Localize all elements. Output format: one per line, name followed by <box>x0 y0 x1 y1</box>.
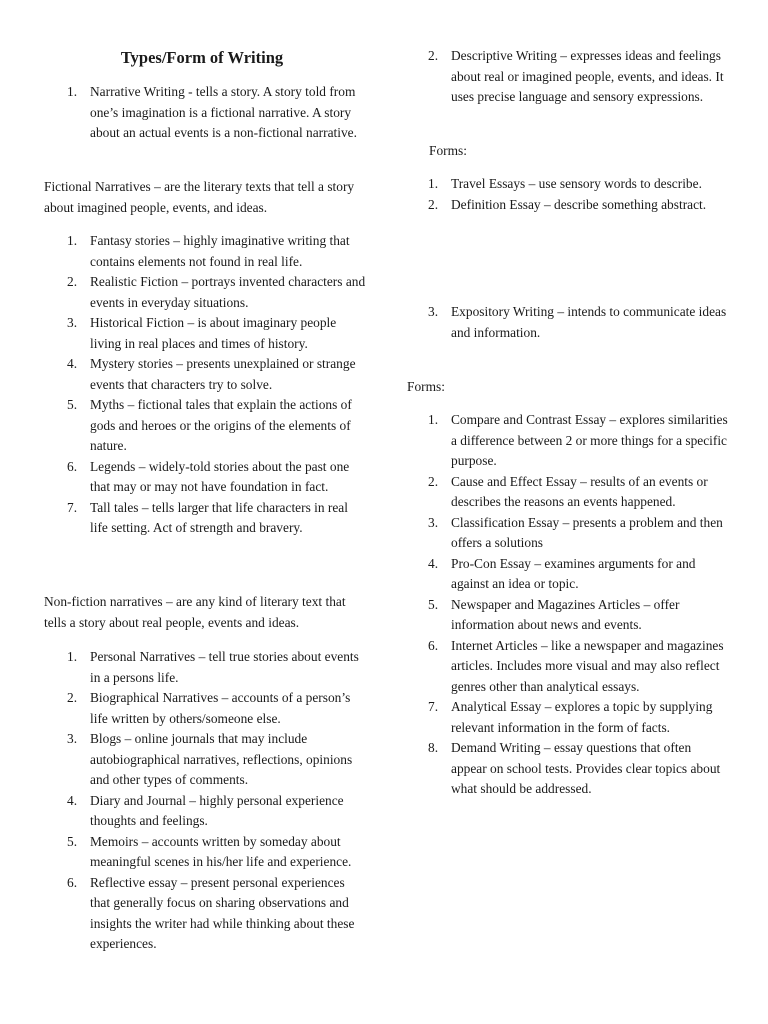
list-item-number: 5. <box>67 833 78 849</box>
descriptive-list <box>405 46 730 108</box>
list-item-number: 6. <box>67 458 78 474</box>
list-item-text: Blogs – online journals that may include autobiographical narratives, reflections, opinions and other types of comments. <box>90 731 353 787</box>
list-item-text: Cause and Effect Essay – results of an events or describes the reasons an events happened. <box>451 473 708 509</box>
list-item-text: Realistic Fiction – portrays invented characters and events in everyday situations. <box>90 274 366 310</box>
list-item <box>44 688 366 729</box>
list-item-text: Biographical Narratives – accounts of a person’s life written by others/someone else. <box>90 690 351 726</box>
list-item-number: 7. <box>428 699 439 714</box>
list-item <box>44 82 366 144</box>
list-item <box>405 46 730 108</box>
page-title: Types/Form of Writing <box>120 48 284 67</box>
list-item-text: Reflective essay – present personal experiences that generally focus on sharing observations and insights the writer had while thinking about these experiences. <box>90 874 355 951</box>
list-item-text: Memoirs – accounts written by someday about meaningful scenes in his/her life and experience. <box>90 833 352 869</box>
fictional-list <box>44 231 366 539</box>
list-item-number: 5. <box>67 397 78 412</box>
list-item-number: 4. <box>67 356 78 371</box>
list-item <box>405 302 730 343</box>
list-item-text: Compare and Contrast Essay – explores similarities a difference between 2 or more things for a specific purpose. <box>451 412 728 468</box>
list-item-text: Pro-Con Essay – examines arguments for and against an idea or topic. <box>451 555 696 591</box>
list-item-text: Historical Fiction – is about imaginary people living in real places and times of history. <box>90 315 337 351</box>
list-item-number: 6. <box>67 874 78 890</box>
list-item-number: 1. <box>67 84 78 99</box>
list-item-text: Tall tales – tells larger that life characters in real life setting. Act of strength and bravery. <box>90 499 348 535</box>
list-item-number: 2. <box>428 196 439 212</box>
list-item <box>405 738 730 800</box>
list-item-number: 1. <box>428 176 439 191</box>
nonfiction-list <box>44 647 366 955</box>
list-item-text: Fantasy stories – highly imaginative writing that contains elements not found in real life. <box>90 233 350 269</box>
list-item-text: Internet Articles – like a newspaper and magazines articles. Includes more visual and may also reflect genres other than analytical essays. <box>451 637 724 694</box>
list-item <box>44 231 366 272</box>
list-item <box>44 729 366 791</box>
list-item-number: 6. <box>428 637 439 653</box>
list-item-number: 4. <box>428 555 439 571</box>
list-item-number: 2. <box>428 48 439 63</box>
list-item-number: 2. <box>428 473 439 489</box>
list-item-text: Narrative Writing - tells a story. A story told from one’s imagination is a fictional narrative. A story about an actual events is a non-fictional narrative. <box>90 84 357 140</box>
intro-list <box>44 82 366 144</box>
list-item <box>44 791 366 832</box>
list-item <box>405 554 730 595</box>
list-item-number: 5. <box>428 596 439 612</box>
list-item-number: 8. <box>428 740 439 755</box>
list-item-text: Demand Writing – essay questions that often appear on school tests. Provides clear topics about what should be addressed. <box>451 740 721 796</box>
list-item <box>44 395 366 457</box>
list-item <box>44 498 366 539</box>
descriptive-forms-list <box>405 174 730 215</box>
list-item <box>405 595 730 636</box>
list-item-text: Travel Essays – use sensory words to describe. <box>451 176 702 191</box>
list-item-number: 2. <box>67 274 78 289</box>
list-item-text: Myths – fictional tales that explain the actions of gods and heroes or the origins of the elements of nature. <box>90 397 352 453</box>
list-item-text: Newspaper and Magazines Articles – offer information about news and events. <box>451 596 680 632</box>
list-item-text: Mystery stories – presents unexplained or strange events that characters try to solve. <box>90 356 356 392</box>
nonfiction-heading: Non-fiction narratives – are any kind of literary text that tells a story about real people, events and ideas. <box>44 594 346 630</box>
list-item-number: 3. <box>67 315 78 330</box>
list-item-text: Definition Essay – describe something abstract. <box>451 196 707 212</box>
forms-label-descriptive: Forms: <box>429 143 467 158</box>
list-item <box>44 457 366 498</box>
list-item-number: 3. <box>428 514 439 530</box>
list-item-number: 1. <box>67 233 78 248</box>
list-item <box>405 513 730 554</box>
list-item-text: Expository Writing – intends to communicate ideas and information. <box>451 304 727 340</box>
list-item-number: 7. <box>67 499 78 515</box>
list-item <box>405 174 730 195</box>
list-item <box>44 313 366 354</box>
list-item-text: Personal Narratives – tell true stories about events in a persons life. <box>90 649 359 685</box>
list-item <box>44 647 366 688</box>
expository-list <box>405 302 730 343</box>
list-item-text: Classification Essay – presents a problem and then offers a solutions <box>451 514 723 550</box>
list-item-text: Descriptive Writing – expresses ideas and feelings about real or imagined people, events, and ideas. It uses precise language and sensory expressions. <box>451 48 724 104</box>
forms-label-expository: Forms: <box>407 379 445 394</box>
list-item <box>44 832 366 873</box>
list-item <box>405 195 730 216</box>
expository-forms-list <box>405 410 730 800</box>
list-item <box>405 697 730 738</box>
list-item <box>405 410 730 472</box>
list-item <box>44 272 366 313</box>
list-item-number: 3. <box>67 731 78 746</box>
list-item-number: 3. <box>428 304 439 319</box>
list-item <box>405 472 730 513</box>
list-item <box>405 636 730 698</box>
list-item-number: 1. <box>67 649 78 664</box>
list-item-text: Legends – widely-told stories about the past one that may or may not have foundation in fact. <box>90 458 350 494</box>
list-item-text: Diary and Journal – highly personal experience thoughts and feelings. <box>90 792 344 828</box>
list-item <box>44 354 366 395</box>
list-item-number: 4. <box>67 792 78 808</box>
list-item <box>44 873 366 955</box>
fictional-heading: Fictional Narratives – are the literary texts that tell a story about imagined people, events, and ideas. <box>44 179 355 215</box>
list-item-text: Analytical Essay – explores a topic by supplying relevant information in the form of facts. <box>451 699 713 735</box>
list-item-number: 2. <box>67 690 78 705</box>
list-item-number: 1. <box>428 412 439 427</box>
